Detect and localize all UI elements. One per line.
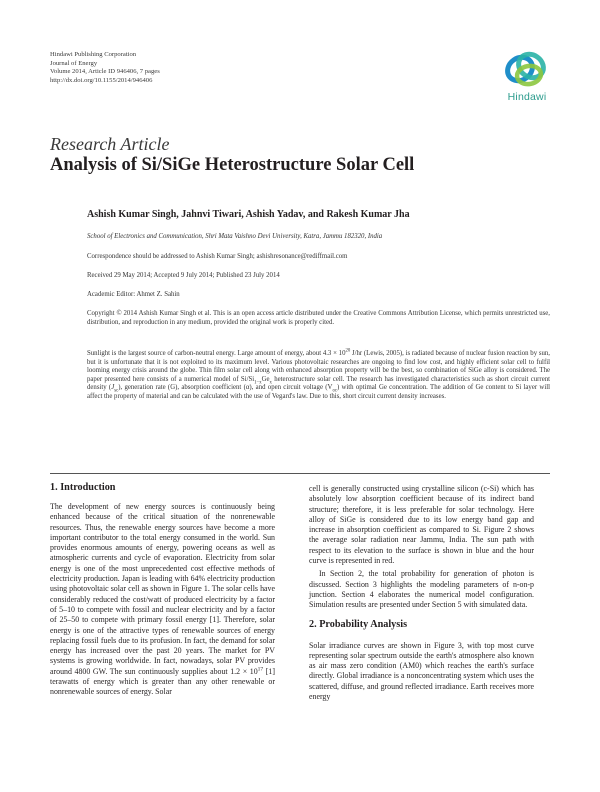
abstract-text-4: ), generation rate (G), absorption coefficient (α), and open circuit voltage (V	[118, 384, 333, 392]
affiliation: School of Electronics and Communication, Shri Mata Vaishno Devi University, Katra, Jammu 182320, India	[87, 233, 383, 240]
abstract-sub-oc: oc	[332, 388, 337, 394]
intro-text-b: [1] terawatts of energy which is greater than any other renewable or nonrenewable sources of energy. Solar	[50, 666, 275, 697]
abstract-exp-20: 20	[345, 348, 351, 354]
abstract	[87, 350, 550, 402]
author-list: Ashish Kumar Singh, Jahnvi Tiwari, Ashish Yadav, and Rakesh Kumar Jha	[87, 209, 410, 220]
abstract-text-5: ) with optimal Ge concentration. The addition of Ge content to Si layer will affect the property of material and can be calculated with the use of Vegard's law. Due to this, short circuit current density increases.	[87, 384, 550, 400]
probability-paragraph: Solar irradiance curves are shown in Figure 3, with top most curve representing solar spectrum outside the earth's atmosphere also known as air mass zero condition (AM0) which reaches the earth's surface directly. Global irradiance is a nonconcentrating system which uses the scattered, diffuse, and ground reflected irradiance. Earth receives more energy	[309, 640, 534, 702]
abstract-j: J	[111, 384, 115, 392]
left-column	[50, 482, 275, 698]
abstract-text-2: J/hr (Lewis, 2005), is radiated because of nuclear fusion reaction by sun, but it is unfortunate that it is not exploited to its maximum level. Various photovoltaic researches are ongoing to find low cost, and highly efficient solar cell to fulfil looming energy crisis around the globe. Thin film solar cell along with enhanced absorption property will be the best, so combination of SiGe alloy is considered. The paper presented here consists of a numerical model of Si/Si	[87, 350, 551, 383]
correspondence: Correspondence should be addressed to Ashish Kumar Singh; ashishresonance@rediffmail.com	[87, 253, 348, 260]
section-heading-introduction: 1. Introduction	[50, 482, 116, 493]
intro-continued-paragraph: cell is generally constructed using crystalline silicon (c-Si) which has absolutely low absorption coefficient because of its indirect band structure; therefore, it is less preferable for solar technology. Here alloy of SiGe is considered due to its low energy band gap and increase in absorption coefficient as compared to Si. Figure 2 shows the average solar radiation near Jammu, India. The sun path with respect to its elevation to the surface is shown in blue and the hour curve is represented in red.	[309, 484, 534, 566]
abstract-ge: Ge	[261, 375, 270, 383]
logo-wordmark: Hindawi	[507, 91, 547, 103]
abstract-sub-1x: 1−x	[254, 380, 262, 386]
abstract-sub-sc: sc	[114, 388, 119, 394]
section-heading-probability: 2. Probability Analysis	[309, 618, 408, 630]
volume-info: Volume 2014, Article ID 946406, 7 pages	[50, 68, 160, 76]
journal-header	[50, 51, 160, 86]
journal-name: Journal of Energy	[50, 59, 98, 67]
copyright-notice: Copyright © 2014 Ashish Kumar Singh et al. This is an open access article distributed under the Creative Commons Attribution License, which permits unrestricted use, distribution, and reproduction in any medium, provided the original work is properly cited.	[87, 310, 550, 326]
academic-editor: Academic Editor: Ahmet Z. Sahin	[87, 291, 180, 298]
intro-text-a: The development of new energy sources is continuously being enhanced because of the critical situation of the nonrenewable resources. Thus, the renewable energy sources have become a more important contributor to the total energy consumed in the world. Sun provides enormous amounts of energy, powering oceans as well as atmospheric currents and cycle of evaporation. Electricity from solar energy is one of the most unprecedented cost effective methods of electricity production. Japan is leading with 64% electricity production using photovoltaic solar cell as shown in Figure 1. The solar cells have considerably reduced the cost/watt of produced electricity by a factor of 5–10 to compete with fossil and nuclear electricity and by a factor of 25–50 to compete with primary fossil energy [1]. Therefore, solar energy is one of the attractive types of renewable sources of energy replacing fossil fuels due to its profusion. In fact, the demand for solar energy has increased over the past 20 years. The market for PV systems is growing worldwide. In fact, nowadays, solar PV provides around 4800 GW. The sun continuously supplies about 1.2 × 10	[50, 502, 275, 676]
right-column	[309, 484, 534, 702]
hindawi-logo-icon	[499, 48, 555, 92]
doi-link[interactable]: http://dx.doi.org/10.1155/2014/946406	[50, 77, 153, 85]
abstract-sub-x: x	[269, 380, 272, 386]
intro-paragraph	[50, 502, 275, 698]
abstract-text-3: heterostructure solar cell. The research has investigated characteristics such as short circuit current density (	[87, 375, 550, 392]
article-type: Research Article	[50, 134, 170, 154]
abstract-text-1: Sunlight is the largest source of carbon-neutral energy. Large amount of energy, about 4.3 × 10	[87, 350, 346, 357]
intro-exp-17: 17	[257, 666, 264, 673]
publisher-name: Hindawi Publishing Corporation	[50, 51, 137, 58]
section-divider	[50, 473, 550, 474]
paper-title: Analysis of Si/SiGe Heterostructure Solar Cell	[50, 155, 415, 175]
outline-paragraph: In Section 2, the total probability for generation of photon is discussed. Section 3 highlights the modeling parameters of n-on-p junction. Section 4 elaborates the numerical model configuration. Simulation results are presented under Section 5 with simulated data.	[309, 569, 534, 610]
publication-dates: Received 29 May 2014; Accepted 9 July 2014; Published 23 July 2014	[87, 272, 280, 279]
hindawi-logo	[499, 48, 555, 106]
